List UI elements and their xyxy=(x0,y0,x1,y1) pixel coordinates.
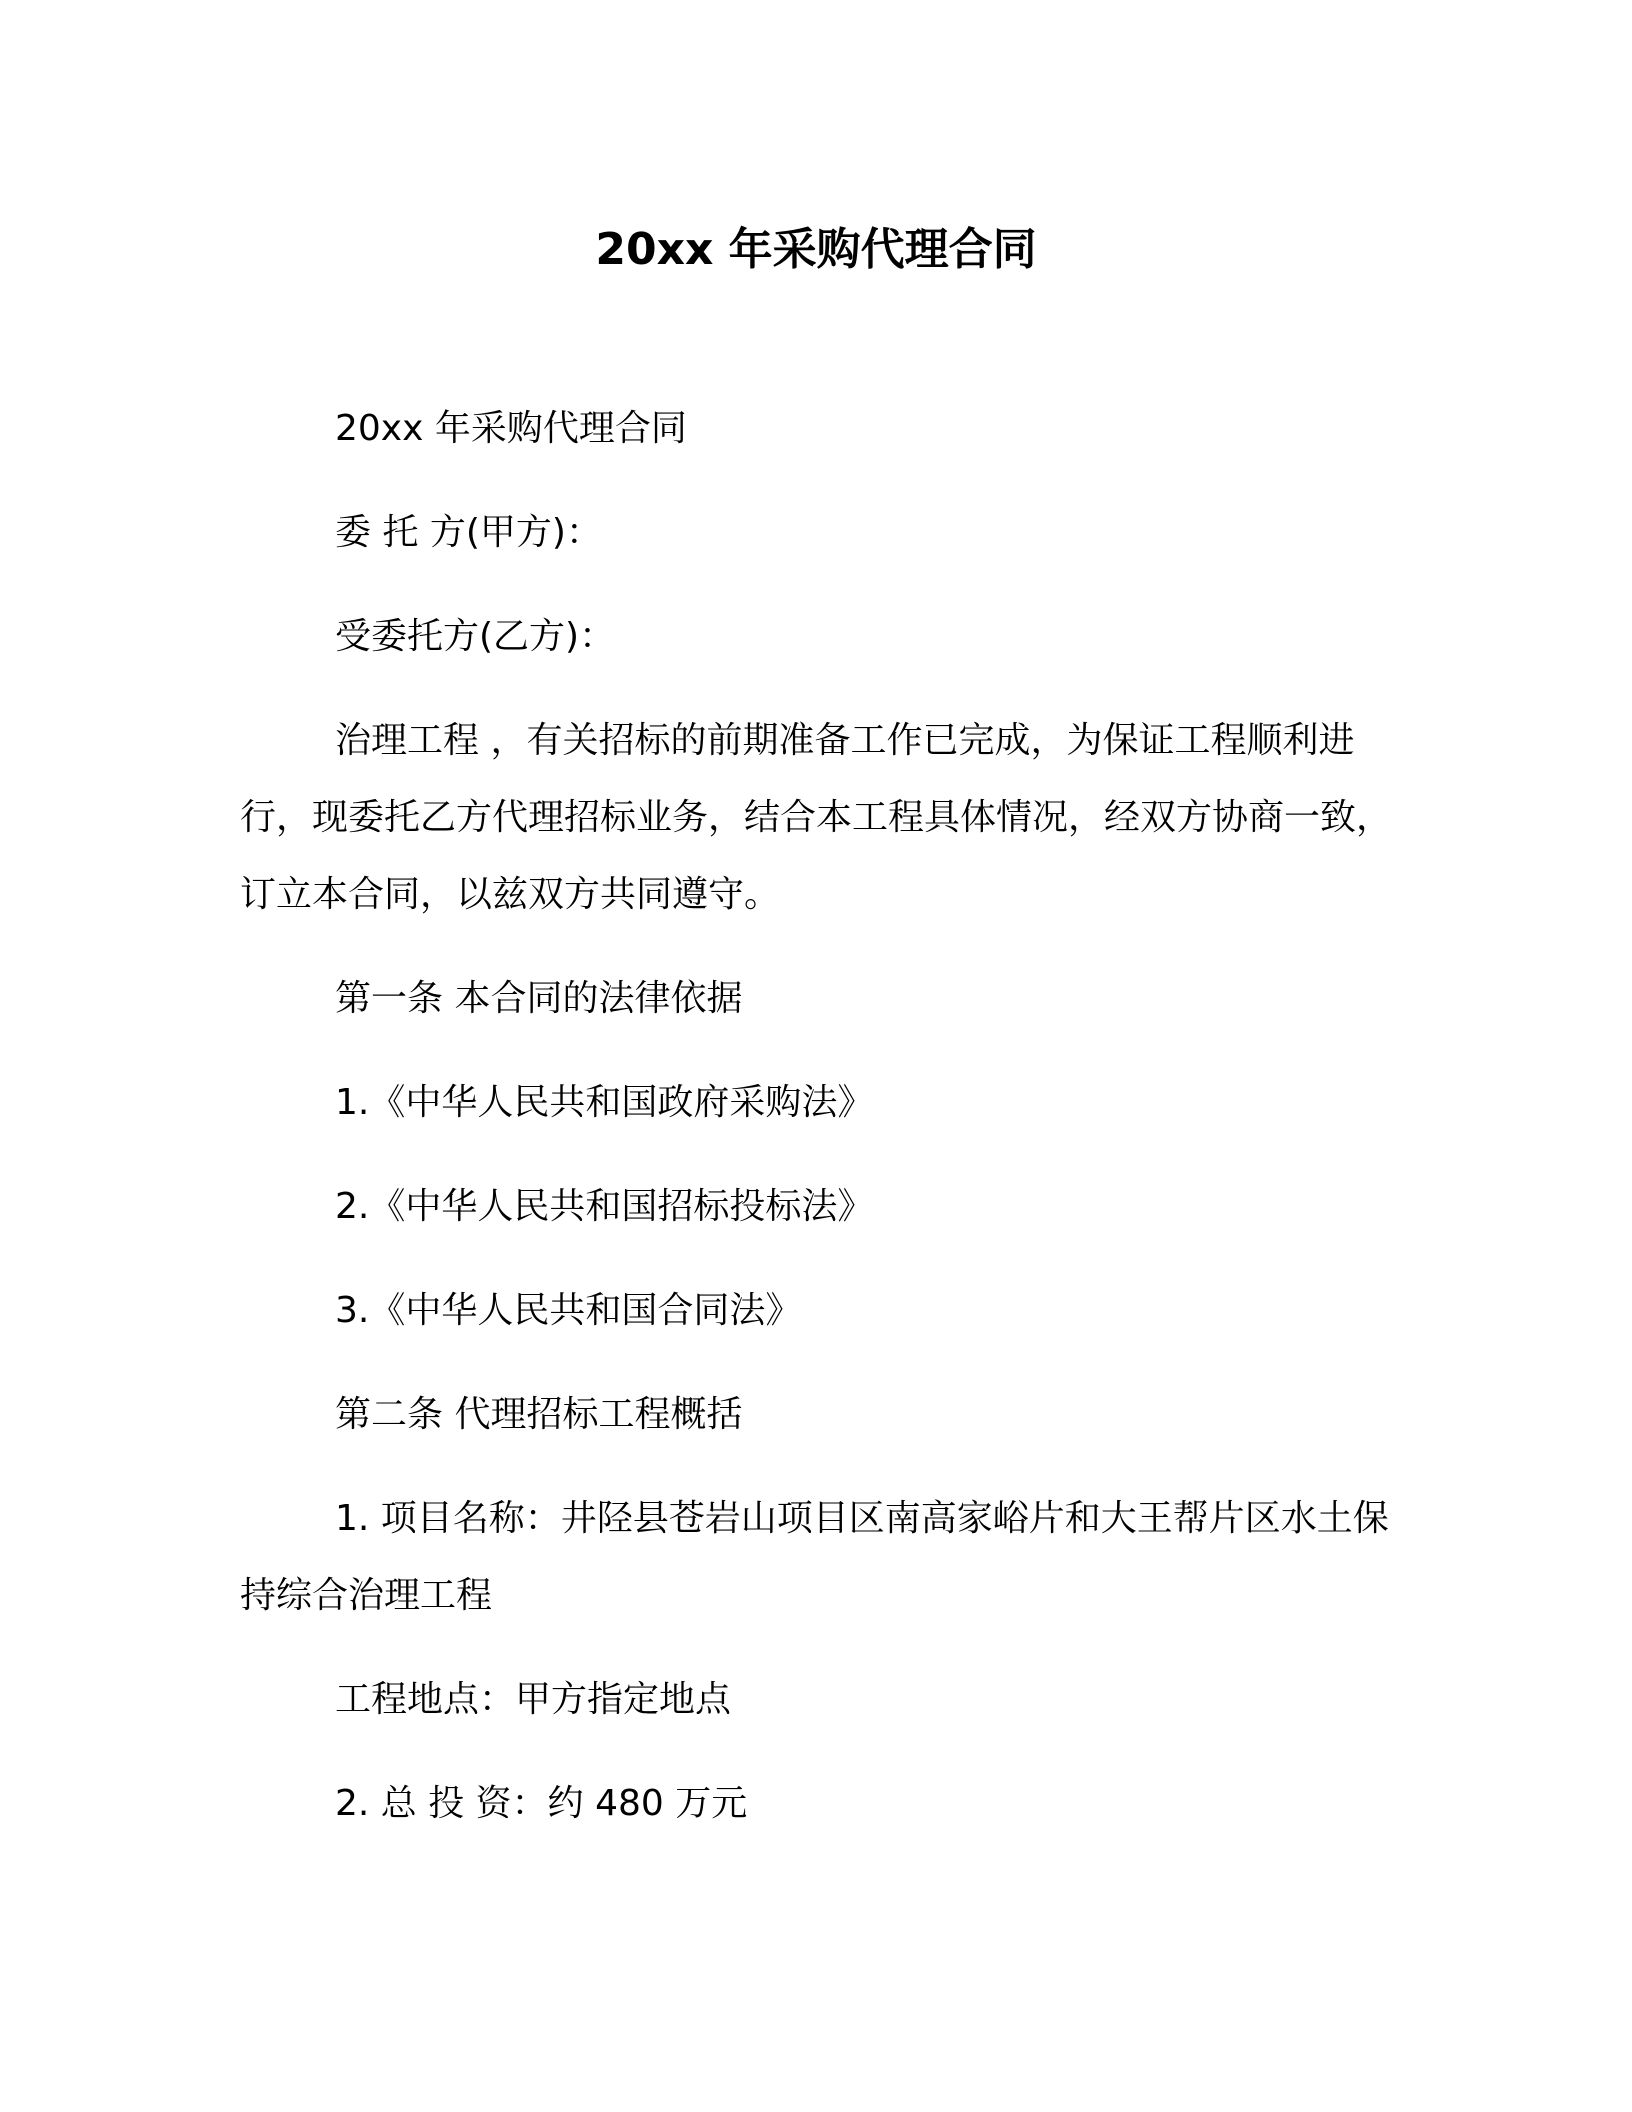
paragraph-location: 工程地点：甲方指定地点 xyxy=(335,1679,732,1720)
paragraph-heading: 20xx 年采购代理合同 xyxy=(335,408,687,449)
paragraph-law-3: 3.《中华人民共和国合同法》 xyxy=(335,1290,802,1331)
paragraph-article-2: 第二条 代理招标工程概括 xyxy=(335,1394,743,1435)
paragraph-law-2: 2.《中华人民共和国招标投标法》 xyxy=(335,1186,874,1227)
paragraph-law-1: 1.《中华人民共和国政府采购法》 xyxy=(335,1082,874,1123)
document-body xyxy=(240,390,1400,1869)
paragraph-investment: 2. 总 投 资：约 480 万元 xyxy=(335,1783,748,1824)
paragraph-article-1: 第一条 本合同的法律依据 xyxy=(335,978,743,1019)
paragraph-project-name: 1. 项目名称：井陉县苍岩山项目区南高家峪片和大王帮片区水土保持综合治理工程 xyxy=(240,1498,1389,1616)
paragraph-agent: 受委托方(乙方)： xyxy=(335,616,616,657)
paragraph-client: 委 托 方(甲方)： xyxy=(335,512,602,553)
paragraph-intro: 治理工程 ，有关招标的前期准备工作已完成，为保证工程顺利进行，现委托乙方代理招标业务，结合本工程具体情况，经双方协商一致，订立本合同，以兹双方共同遵守。 xyxy=(240,720,1393,915)
document-title: 20xx 年采购代理合同 xyxy=(595,224,1037,275)
